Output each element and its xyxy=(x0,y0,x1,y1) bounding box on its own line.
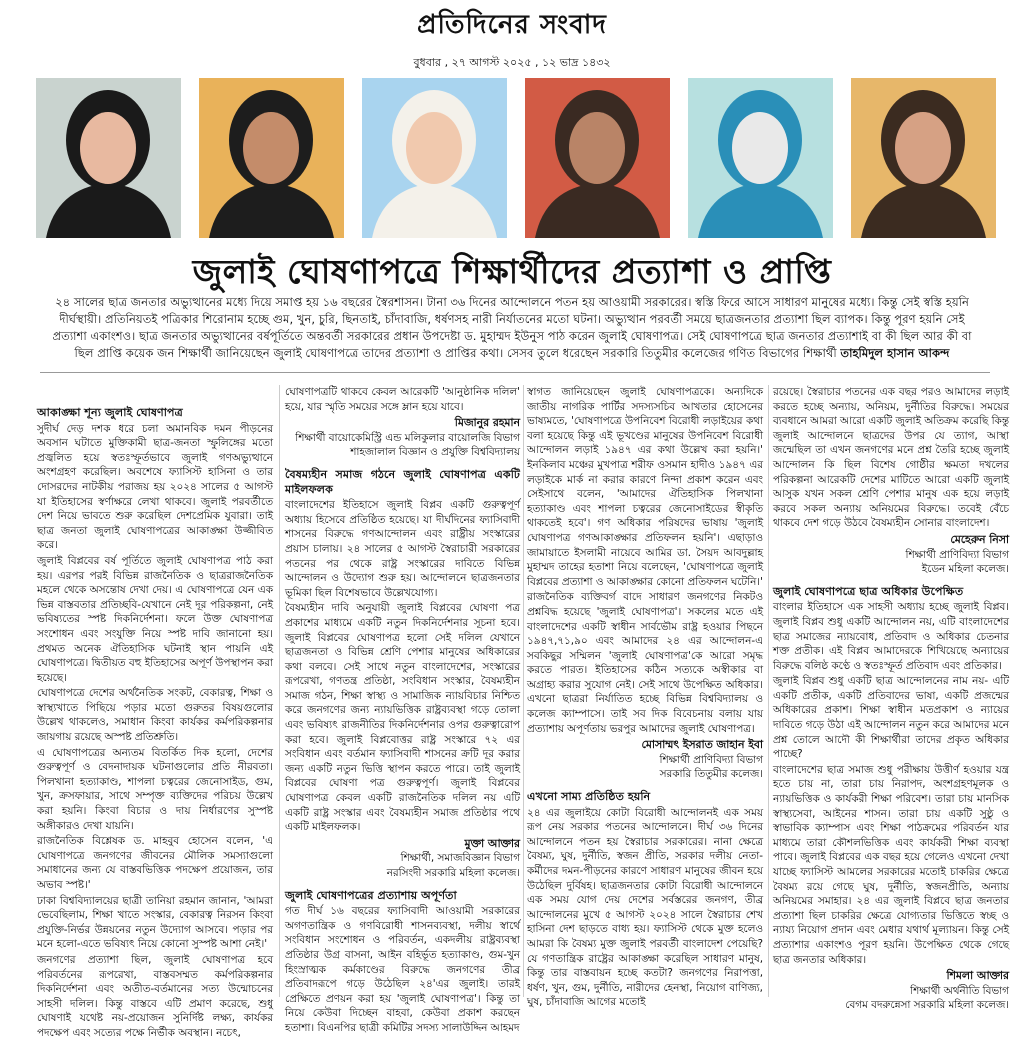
paragraph: বৈষম্যহীন দাবি অনুযায়ী জুলাই বিপ্লবের ঘোষণা পত্র প্রকাশের মাধ্যমে একটি নতুন দিকনির্দেশনার সূচনা হবে। জুলাই বিপ্লবের ঘোষণাপত্র হলো সেই দলিল যেখানে ছাত্রজনতা ও বিভিন্ন শ্রেণি পেশার মানুষের অধিকারের কথা বলবে। সেই সাথে নতুন বাংলাদেশের, সংস্কারের রূপরেখা, গণতন্ত্র প্রতিষ্ঠা, সংবিধান সংস্কার, বৈষম্যহীন সমাজ গঠন, শিক্ষা স্বাস্থ্য ও সামাজিক ন্যায়বিচার নিশ্চিত করে জনগণের জন্য ন্যায়ভিত্তিক রাষ্ট্রব্যবস্থা গড়ে তোলা এবং ভবিষ্যৎ রাজনীতির দিকনির্দেশনার ওপর গুরুত্বারোপ করা হবে। জুলাই বিপ্লবোত্তর রাষ্ট্র সংস্কারে ৭২ এর সংবিধান এবং বর্তমান ফ্যাসিবাদী শাসনের ক্রটি দূর করার জন্য একটি নতুন ভিত্তি স্থাপন করতে পারে। তাই জুলাই বিপ্লবের ঘোষণা পত্র গুরুত্বপূর্ণ। জুলাই বিপ্লবের ঘোষণাপত্র কেবল একটি রাজনৈতিক দলিল নয় এটি একটি রাষ্ট্র সংস্কার এবং বৈষম্যহীন সমাজ প্রতিষ্ঠার পথে একটি মাইলফলক। xyxy=(285,602,520,834)
section-heading: আকাঙ্ক্ষা শূন্য জুলাই ঘোষণাপত্র xyxy=(37,406,183,419)
signature-role: শিক্ষার্থী, সমাজবিজ্ঞান বিভাগ xyxy=(400,852,520,865)
issue-date: বুধবার , ২৭ আগস্ট ২০২৫ , ১২ ভাদ্র ১৪৩২ xyxy=(413,56,611,69)
paragraph: সুদীর্ঘ দেড় দশক ধরে চলা অমানবিক দমন পীড়নের অবসান ঘটাতে মুক্তিকামী ছাত্র-জনতা স্ফুলিঙ্গের মতো প্রজ্বলিত হয়ে স্বতঃস্ফূর্তভাবে জুলাই গণঅভ্যুত্থানে অংশগ্রহণ করেছিল। অবশেষে ফ্যাসিস্ট হাসিনা ও তার দোসরদের নাটকীয় পরাজয় হয় ২০২৪ সালের ৫ আগস্ট যা ইতিহাসের স্বর্ণাক্ষরে লেখা থাকবে। জুলাই পরবর্তীতে দেশ নিয়ে ভাবতে শুরু করেছিল দেশপ্রেমিক যুবারা। তাই ছাত্র জনতা জুলাই ঘোষণাপত্রের আকাঙ্ক্ষা উজ্জীবিত করে। xyxy=(37,422,273,552)
paragraph: বাংলাদেশের ইতিহাসে জুলাই বিপ্লব একটি গুরুত্বপূর্ণ অধ্যায় হিসেবে প্রতিষ্ঠিত হয়েছে। যা দীর্ঘদিনের ফ্যাসিবাদী শাসনের বিরুদ্ধে গণআন্দোলন এবং রাষ্ট্রীয় সংস্কারের প্রয়াস চালায়। ২৪ সালের ৫ আগস্ট স্বৈরাচারী সরকারের পতনের পর থেকে রাষ্ট্র সংস্কারের দাবিতে বিভিন্ন আন্দোলন ও উদ্যোগ শুরু হয়। আন্দোলনে ছাত্রজনতার ভূমিকা ছিল বিশেষভাবে উল্লেখযোগ্য। xyxy=(285,499,520,599)
paragraph: জুলাই বিপ্লব শুধু একটি ছাত্র আন্দোলনের নাম নয়- এটি একটি প্রতীক, একটি প্রতিবাদের ভাষা, একটি প্রজন্মের অধিকারের প্রকাশ। শিক্ষা স্বাধীন মতপ্রকাশ ও ন্যায়ের দাবিতে গড়ে উঠা এই আন্দোলন নতুন করে আমাদের মনে প্রশ্ন তোলে আদৌ কী শিক্ষার্থীরা তাদের প্রকৃত অধিকার পাচ্ছে? xyxy=(773,675,1009,761)
paragraph: ঢাকা বিশ্ববিদ্যালয়ের ছাত্রী তানিয়া রহমান জানান, 'আমরা ভেবেছিলাম, শিক্ষা খাতে সংস্কার, বেকারত্ব নিরসন কিংবা প্রযুক্তি-নির্ভর উন্নয়নের নতুন উদ্যোগ আসবে। পড়ার পর মনে হলো-এতে ভবিষ্যৎ নিয়ে কোনো সুস্পষ্ট আশা নেই।' xyxy=(37,894,273,951)
paragraph: বাংলাদেশের ছাত্র সমাজ শুধু পরীক্ষায় উত্তীর্ণ হওয়ার যন্ত্র হতে চায় না, তারা চায় নিরাপদ, অংশগ্রহণমূলক ও ন্যায়ভিত্তিক ও কার্যকরী শিক্ষা পরিবেশ। তারা চায় মানসিক স্বাস্থ্যসেবা, আইনের শাসন। তারা চায় একটি সুষ্ঠু ও স্বাভাবিক ক্যাম্পাস এবং শিক্ষা পাঠক্রমের পরিবর্তন যার মাধ্যমে তারা কৌশলভিত্তিক এবং কার্যকরী শিক্ষা ব্যবস্থা পাবে। জুলাই বিপ্লবের এক বছর হয়ে গেলেও এখনো দেখা যাচ্ছে ফ্যাসিস্ট আমলের সরকারের মতোই চাকরির ক্ষেত্রে বৈষম্য রয়ে গেছে ঘুষ, দুর্নীতি, স্বজনপ্রীতি, অন্যায় অনিয়মের সমাহার। ২৪ এর জুলাই বিপ্লবে ছাত্র জনতার প্রত্যাশা ছিল চাকরির ক্ষেত্রে যোগ্যতার ভিত্তিতে স্বচ্ছ ও ন্যায্য নিয়োগ প্রদান এবং মেধার যথার্থ মূল্যায়ন। কিন্তু সেই প্রত্যাশার একাংশও পূরণ হয়নি। উপেক্ষিত থেকে গেছে ছাত্র জনতার অধিকার। xyxy=(773,763,1009,966)
signature-institution: নরসিংদী সরকারি মহিলা কলেজ। xyxy=(386,867,520,879)
column-divider xyxy=(768,385,769,997)
column-1 xyxy=(37,404,273,1039)
article-intro xyxy=(44,294,980,362)
paragraph: স্বাগত জানিয়েছেন জুলাই ঘোষণাপত্রকে। অন্যদিকে জাতীয় নাগরিক পার্টির সদস্যসচিব আখতার হোসেনের ভাষ্যমতে, 'ঘোষণাপত্রে উপনিবেশ বিরোধী লড়াইয়ের কথা বলা হয়েছে কিন্তু এই ভূখণ্ডের মানুষের উপনিবেশ বিরোধী আন্দোলন লড়াই ১৯৪৭ এর কথা উল্লেখ করা হয়নি।' ইনকিলাব মঞ্চের মুখপাত্র শরীফ ওসমান হাদীও ১৯৪৭ এর লড়াইকে মার্ক না করার কারণে নিন্দা প্রকাশ করেন এবং সেইসাথে বলেন, 'আমাদের ঐতিহাসিক পিলখানা হত্যাকাণ্ড এবং শাপলা চত্বরের জেনোসাইডের স্বীকৃতি থাকতেই হবে'। গণ অধিকার পরিষদের ভাষায় 'জুলাই ঘোষণাপত্র গণআকাঙ্ক্ষার প্রতিফলন হয়নি'। এছাড়াও জামায়াতে ইসলামী নায়েবে আমির ডা. সৈয়দ আবদুল্লাহ মুহাম্মদ তাহের হতাশা নিয়ে বলেছেন, 'ঘোষণাপত্রে জুলাই বিপ্লবের প্রত্যাশা ও আকাঙ্ক্ষার কোনো প্রতিফলন ঘটেনি।' xyxy=(527,386,763,588)
column-2 xyxy=(285,385,520,1034)
contributor-photo-3 xyxy=(362,78,507,238)
paragraph: ঘোষণাপত্রে দেশের অর্থনৈতিক সংকট, বেকারত্ব, শিক্ষা ও স্বাস্থ্যখাতে পিছিয়ে পড়ার মতো গুরুতর বিষয়গুলোর উল্লেখ থাকলেও, সমাধান কিংবা কার্যকর কর্মপরিকল্পনার জায়গায় রয়েছে অস্পষ্ট প্রতিশ্রুতি। xyxy=(37,687,273,744)
contributor-photo-4 xyxy=(525,78,670,238)
signature-name: মুক্তা আক্তার xyxy=(464,836,520,850)
divider xyxy=(40,372,990,373)
paragraph: গত দীর্ঘ ১৬ বছরের ফ্যাসিবাদী আওয়ামী সরকারের অগণতান্ত্রিক ও গণবিরোধী শাসনব্যবস্থা, দলীয় স্বার্থে সংবিধান সংশোধন ও পরিবর্তন, একদলীয় রাষ্ট্রব্যবস্থা প্রতিষ্ঠার উগ্র বাসনা, আইন বহির্ভূত হত্যাকাণ্ড, গুম-খুন হিংস্রাত্মক কর্মকাণ্ডের বিরুদ্ধে জনগণের তীব্র প্রতিবাদরূপে গড়ে উঠেছিল ২৪'এর জুলাই। তারই প্রেক্ষিতে প্রণয়ন করা হয় 'জুলাই ঘোষণাপত্র'। কিন্তু তা নিয়ে কেউবা দিচ্ছেন বাহবা, কেউবা প্রকাশ করছেন হতাশা। বিএনপির ছাত্রী কমিটির সদস্য সালাউদ্দিন আহমদ xyxy=(285,905,520,1034)
section-heading: বৈষম্যহীন সমাজ গঠনে জুলাই ঘোষণাপত্র একটি মাইলফলক xyxy=(285,467,520,496)
paragraph: রাজনৈতিক বিশ্লেষক ড. মাহবুব হোসেন বলেন, 'এ ঘোষণাপত্রে জনগণের জীবনের মৌলিক সমস্যাগুলো সমাধানের জন্য যে বাস্তবভিত্তিক পদক্ষেপ প্রয়োজন, তার অভাব স্পষ্ট।' xyxy=(37,835,273,891)
paragraph: এ ঘোষণাপত্রের অন্যতম বিতর্কিত দিক হলো, দেশের গুরুত্বপূর্ণ ও বেদনাদায়ক ঘটনাগুলোর প্রতি নীরবতা। পিলখানা হত্যাকাণ্ড, শাপলা চত্বরের জেনোসাইড, গুম, খুন, ক্রসফায়ার, সাথে সম্পৃক্ত ব্যক্তিদের পরিচয় উল্লেখ করা হয়নি। কিংবা বিচার ও দায় নির্ধারণের সুস্পষ্ট অঙ্গীকারও দেখা যায়নি। xyxy=(37,746,273,832)
contributor-photo-6 xyxy=(851,78,996,238)
contributor-photo-2 xyxy=(199,78,344,238)
signature-institution: ইডেন মহিলা কলেজ। xyxy=(921,563,1009,576)
signature xyxy=(527,738,763,782)
signature xyxy=(285,416,520,460)
section-heading: জুলাই ঘোষণাপত্রে ছাত্র অধিকার উপেক্ষিত xyxy=(773,584,964,598)
signature-institution: শাহজালাল বিজ্ঞান ও প্রযুক্তি বিশ্ববিদ্যালয় xyxy=(350,446,520,459)
paragraph: ২৪ এর জুলাইয়ে কোটা বিরোধী আন্দোলনই এক সময় রূপ নেয় সরকার পতনের আন্দোলনে। দীর্ঘ ৩৬ দিনের আন্দোলনে পতন হয় স্বৈরাচার সরকারের। নানা ক্ষেত্রে বৈষম্য, ঘুষ, দুর্নীতি, স্বজন প্রীতি, সরকার দলীয় নেতা-কর্মীদের দমন-পীড়নের কারণে সাধারণ মানুষের জীবন হয়ে উঠেছিল দুর্বিষহ। ছাত্রজনতার কোটা বিরোধী আন্দোলনে এক সময় যোগ দেয় দেশের সর্বস্তরের জনগণ, তীব্র আন্দোলনের মুখে ৫ আগস্ট ২০২৪ সালে স্বৈরাচার শেখ হাসিনা দেশ ছাড়তে বাধ্য হয়। ফ্যাসিস্ট থেকে মুক্ত হলেও আমরা কি বৈষম্য মুক্ত জুলাই পরবর্তী বাংলাদেশ পেয়েছি? যে গণতান্ত্রিক রাষ্ট্রের আকাঙ্ক্ষা করেছিল সাধারণ মানুষ, কিন্তু তার বাস্তবায়ন হচ্ছে কতটা? জনগণের নিরাপত্তা, ধর্ষণ, খুন, গুম, দুর্নীতি, নারীদের হেনস্থা, নিয়োগ বাণিজ্য, ঘুষ, চাঁদাবাজি আগের মতোই xyxy=(527,806,763,1009)
signature xyxy=(285,837,520,881)
signature-institution: সরকারি তিতুমীর কলেজ। xyxy=(659,768,763,781)
photo-face xyxy=(406,112,462,184)
intro-author: তাহমিদুল হাসান আকন্দ xyxy=(840,346,950,360)
column-3 xyxy=(527,385,763,1009)
signature-role: শিক্ষার্থী প্রাণিবিদ্যা বিভাগ xyxy=(659,753,763,766)
photo-face xyxy=(80,112,136,184)
signature-role: শিক্ষার্থী অর্থনীতি বিভাগ xyxy=(910,984,1009,997)
article-headline: জুলাই ঘোষণাপত্রে শিক্ষার্থীদের প্রত্যাশা ও প্রাপ্তি xyxy=(192,252,832,291)
paragraph: বাংলার ইতিহাসে এক সাহসী অধ্যায় হচ্ছে জুলাই বিপ্লব। জুলাই বিপ্লব শুধু একটি আন্দোলন নয়, এটি বাংলাদেশের ছাত্র সমাজের ন্যায়বোধ, প্রতিবাদ ও অধিকার চেতনার শক্ত প্রতীক। এই বিপ্লব আমাদেরকে শিখিয়েছে অন্যায়ের বিরুদ্ধে বলিষ্ঠ কণ্ঠে ও স্বতঃস্ফূর্ত প্রতিবাদ এবং প্রতিকার। xyxy=(773,601,1009,672)
signature-name: মোসাম্মৎ ইসরাত জাহান ইবা xyxy=(641,738,763,752)
paragraph: জুলাই বিপ্লবের বর্ষ পূর্তিতে জুলাই ঘোষণাপত্র পাঠ করা হয়। এরপর পরই বিভিন্ন রাজনৈতিক ও ছাত্ররাজনৈতিক মহলে থেকে অসন্তোষ দেখা দেয়। এ ঘোষণাপত্রে যেন এক ভিন্ন বাস্তবতার প্রতিচ্ছবি-যেখানে নেই দূর পরিকল্পনা, নেই ভবিষ্যতের স্পষ্ট দিকনির্দেশনা। ফলে উক্ত ঘোষণাপত্র সংশোধন এবং সংযুক্তি নিয়ে স্পষ্ট দাবি জানানো হয়। প্রথমত অনেক ঐতিহাসিক ঘটনাই স্থান পায়নি এই ঘোষণাপত্রে। দ্বিতীয়ত বহু ইতিহাসের অপূর্ণ উপস্থাপন করা হয়েছে। xyxy=(37,554,273,684)
column-divider xyxy=(279,385,280,997)
paragraph: রাজনৈতিক ব্যক্তিবর্গ বাদে সাধারণ জনগণের নিকটও প্রশ্নবিদ্ধ হয়েছে 'জুলাই ঘোষণাপত্র'। সকলের মতে এই বাংলাদেশের একটি স্বাধীন সার্বভৌম রাষ্ট্র হওয়ার পিছনে ১৯৪৭,৭১,৯০ এবং আমাদের ২৪ এর আন্দোলন-এ সবকিছুর সম্মিলন 'জুলাই ঘোষণাপত্র'কে আরো সমৃদ্ধ করতে পারত। ইতিহাসের কঠিন সত্যকে অস্বীকার বা অগ্রাহ্য করার সুযোগ নেই। সেই সাথে উপেক্ষিত অধিকার। এখনো ছাত্ররা নির্যাতিত হচ্ছে বিভিন্ন বিশ্ববিদ্যালয় ও কলেজ ক্যাম্পাসে। তাই সব দিক বিবেচনায় বলায় যায় প্রত্যাশায় অপূর্ণতায় ভরপুর আমাদের জুলাই ঘোষণাপত্র। xyxy=(527,591,763,735)
photo-face xyxy=(732,112,788,184)
photo-face xyxy=(569,112,625,184)
column-divider xyxy=(523,385,524,997)
column-4 xyxy=(773,385,1009,1012)
contributor-photo-5 xyxy=(688,78,833,238)
masthead xyxy=(0,0,1024,69)
contributor-photo-row xyxy=(36,78,1006,238)
paragraph: রয়েছে। স্বৈরাচার পতনের এক বছর পরও আমাদের লড়াই করতে হচ্ছে অন্যায়, অনিয়ম, দুর্নীতির বিরুদ্ধে। সময়ের ব্যবধানে আমরা আরো একটি জুলাই অতিক্রম করেছি কিন্তু জুলাই আন্দোলনে ছাত্রদের উপর যে ত্যাগ, আস্থা জন্মেছিল তা এখন জনগণের মনে প্রশ্ন তৈরি হচ্ছে জুলাই আন্দোলন কি ছিল বিশেষ গোষ্ঠীর ক্ষমতা দখলের পরিকল্পনা আরেকটি দেশের মাটিতে আরো একটি জুলাই আসুক যখন সকল শ্রেণি পেশার মানুষ এক হয়ে লড়াই করবে সকল অন্যায় অনিয়মের বিরুদ্ধে। তবেই বেঁচে থাকবে দেশ গড়ে উঠবে বৈষম্যহীন সোনার বাংলাদেশ। xyxy=(773,386,1009,530)
paragraph: জনগণের প্রত্যাশা ছিল, জুলাই ঘোষণাপত্র হবে পরিবর্তনের রূপরেখা, বাস্তবসম্মত কর্মপরিকল্পনার দিকনির্দেশনা এবং অতীত-বর্তমানের সত্য উন্মোচনের সাহসী দলিল। কিন্তু বাস্তবে এটি প্রমাণ করেছে, শুধু ঘোষণাই যথেষ্ট নয়-প্রয়োজন সুনির্দিষ্ট লক্ষ্য, কার্যকর পদক্ষেপ এবং সত্যের পক্ষে নির্ভীক অবস্থান। নচেৎ, xyxy=(37,953,273,1039)
signature-name: মেহেরুন নিসা xyxy=(950,532,1009,546)
section-heading: জুলাই ঘোষণাপত্রের প্রত্যাশায় অপূর্ণতা xyxy=(285,888,457,902)
signature xyxy=(773,969,1009,1013)
paragraph: ঘোষণাপত্রটি থাকবে কেবল আরেকটি 'আনুষ্ঠানিক দলিল' হয়ে, যার স্মৃতি সময়ের সঙ্গে ম্লান হয়ে যাবে। xyxy=(285,386,520,413)
photo-face xyxy=(895,112,951,184)
section-heading: এখনো সাম্য প্রতিষ্ঠিত হয়নি xyxy=(527,790,651,804)
contributor-photo-1 xyxy=(36,78,181,238)
signature-institution: বেগম বদরুন্নেসা সরকারি মহিলা কলেজ। xyxy=(845,999,1009,1012)
signature xyxy=(773,533,1009,577)
signature-name: মিজানুর রহমান xyxy=(454,416,520,430)
signature-role: শিক্ষার্থী প্রাণিবিদ্যা বিভাগ xyxy=(905,548,1009,561)
photo-face xyxy=(243,112,299,184)
intro-text: ২৪ সালের ছাত্র জনতার অভ্যুত্থানের মধ্যে দিয়ে সমাপ্ত হয় ১৬ বছরের স্বৈরশাসন। টানা ৩৬ দিনের আন্দোলনে পতন হয় আওয়ামী সরকারের। স্বস্তি ফিরে আসে সাধারণ মানুষের মধ্যে। কিন্তু সেই স্বস্তি হয়নি দীর্ঘস্থায়ী। প্রতিনিয়তই পত্রিকার শিরোনাম হচ্ছে গুম, খুন, চুরি, ছিনতাই, চাঁদাবাজি, ধর্ষণসহ নারী নির্যাতনের মতো ঘটনা। অভ্যুত্থান পরবর্তী সময়ে ছাত্রজনতার প্রত্যাশা ছিল ব্যাপক। কিন্তু পূরণ হয়নি সেই প্রত্যাশা একাংশও। ছাত্র জনতার অভ্যুত্থানের বর্ষপূর্তিতে অন্তবর্তী সরকারের প্রধান উপদেষ্টা ড. মুহাম্মদ ইউনুস পাঠ করেন জুলাই ঘোষণাপত্র। সেই ঘোষণাপত্রে ছাত্র জনতার প্রত্যাশাই বা কী ছিল আর কী বা ছিল প্রাপ্তি কয়েক জন শিক্ষার্থী জানিয়েছেন জুলাই ঘোষণাপত্রে তাদের প্রত্যাশা ও প্রাপ্তির কথা। সেসব তুলে ধরেছেন সরকারি তিতুমীর কলেজের গণিত বিভাগের শিক্ষার্থী xyxy=(52,295,972,360)
signature-role: শিক্ষার্থী বায়োকেমিস্ট্রি এন্ড মলিকুলার বায়োলজি বিভাগ xyxy=(295,431,520,444)
signature-name: শিমলা আক্তার xyxy=(946,969,1009,983)
newspaper-logo: প্রতিদিনের সংবাদ xyxy=(417,10,607,40)
